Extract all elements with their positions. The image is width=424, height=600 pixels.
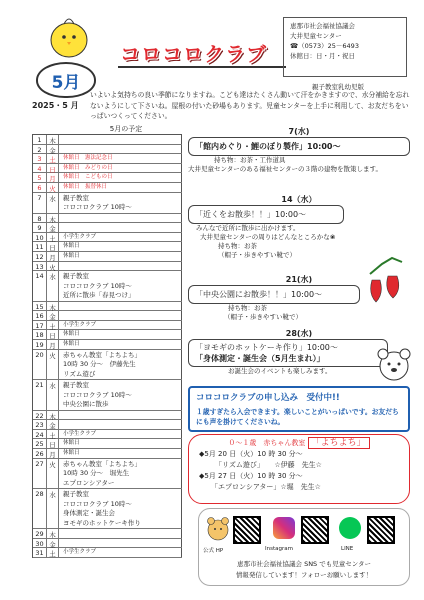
org-line: ☎（0573）25－6493 (290, 42, 359, 50)
calendar-weekday: 木 (47, 411, 59, 420)
calendar-date: 22 (33, 411, 47, 420)
calendar-date: 28 (33, 489, 47, 528)
calendar-weekday: 木 (47, 135, 59, 144)
month-badge: 5月 (36, 62, 96, 98)
calendar-event-line: 近所に散歩「春見つけ」 (63, 291, 135, 300)
calendar-event-line: 休館日 (63, 252, 80, 259)
calendar-date: 3 (33, 154, 47, 163)
calendar-date: 31 (33, 548, 47, 557)
calendar-weekday: 水 (47, 271, 59, 301)
hp-qr-code[interactable] (233, 516, 261, 544)
calendar-row (33, 340, 182, 350)
calendar-date: 12 (33, 252, 47, 261)
calendar-date: 30 (33, 539, 47, 548)
calendar-weekday: 火 (47, 262, 59, 271)
calendar-date: 29 (33, 529, 47, 538)
sns-footer (199, 559, 409, 581)
calendar-row (33, 529, 182, 539)
calendar-row (33, 271, 182, 302)
event-may-14 (188, 194, 410, 260)
baby-class-line: 「リズム遊び」 ☆伊藤 先生☆ (215, 461, 322, 469)
baby-class-box (188, 434, 410, 504)
calendar-title: 5月の予定 (109, 125, 143, 133)
calendar-weekday: 金 (47, 311, 59, 320)
calendar-date: 5 (33, 173, 47, 182)
calendar-weekday: 火 (47, 350, 59, 380)
calendar-weekday: 木 (47, 529, 59, 538)
sns-footer-line: 恵那市社会福祉協議会 SNS でも児童センター (237, 560, 371, 568)
calendar-events (59, 449, 182, 458)
calendar-events (59, 311, 182, 320)
calendar-event-line: 小学生クラブ (63, 549, 97, 556)
event-day: 28(水) (285, 329, 313, 338)
calendar-row (33, 311, 182, 321)
calendar-row (33, 223, 182, 233)
event-note: 大井児童センターのある福祉センターの３階の建物を散策します。 (188, 165, 382, 173)
calendar-event-line: 休館日 (63, 449, 80, 456)
calendar-weekday: 月 (47, 252, 59, 261)
event-day: 7(水) (288, 127, 310, 136)
calendar-weekday: 土 (47, 321, 59, 330)
calendar-row (33, 489, 182, 529)
event-title: 「中央公園にお散歩！！」10:00～ (188, 285, 360, 304)
calendar-event-line: 中央公園に散歩 (63, 400, 109, 409)
calendar-row (33, 135, 182, 145)
calendar-date: 15 (33, 302, 47, 311)
calendar-events (59, 548, 182, 557)
calendar-events (59, 439, 182, 448)
calendar-event-line: ヨモギのホットケーキ作り (63, 518, 141, 527)
calendar-events (59, 380, 182, 410)
calendar-event-line: 休館日 (63, 243, 80, 250)
calendar-weekday: 土 (47, 154, 59, 163)
line-icon[interactable] (339, 517, 361, 539)
calendar-row (33, 459, 182, 490)
calendar-row (33, 321, 182, 331)
calendar-event-line: 身体測定・誕生会 (63, 509, 115, 518)
baby-class-line: ◆5月 20 日（火）10 時 30 分～ (199, 450, 303, 458)
event-note: 大井児童センターの周りはどんなところかな❀ (200, 233, 336, 241)
calendar-row (33, 173, 182, 183)
calendar-weekday: 月 (47, 340, 59, 349)
calendar-date: 27 (33, 459, 47, 489)
calendar-weekday: 日 (47, 439, 59, 448)
event-may-21 (188, 274, 410, 322)
year-month: 2025・5 月 (32, 101, 79, 110)
calendar-weekday: 木 (47, 214, 59, 223)
calendar-weekday: 火 (47, 459, 59, 489)
baby-class-line: ◆5月 27 日（火）10 時 30 分～ (199, 472, 303, 480)
event-items: 持ち物：お茶 (228, 304, 267, 312)
calendar-weekday: 水 (47, 380, 59, 410)
calendar-event-line: コロコロクラブ 10時～ (63, 499, 132, 508)
calendar-events (59, 145, 182, 154)
calendar-event-line: 親子教室 (63, 272, 89, 281)
application-box (188, 386, 410, 432)
calendar-row (33, 183, 182, 193)
calendar-row (33, 214, 182, 224)
calendar-date: 13 (33, 262, 47, 271)
calendar-events (59, 193, 182, 213)
calendar-event-line: 親子教室 (63, 381, 89, 390)
calendar-row (33, 233, 182, 243)
baby-class-name: 「よちよち」 (308, 437, 370, 449)
calendar-date: 11 (33, 242, 47, 251)
calendar-row (33, 193, 182, 214)
calendar-date: 2 (33, 145, 47, 154)
event-title: 「ヨモギのホットケーキ作り」10:00～ (195, 343, 338, 352)
calendar-weekday: 金 (47, 420, 59, 429)
baby-class-heading-pre: ０～１歳 赤ちゃん教室 (228, 439, 306, 447)
sns-footer-line: 情報発信しています！フォローお願いします！ (235, 571, 373, 579)
calendar-row (33, 164, 182, 174)
line-qr-code[interactable] (367, 516, 395, 544)
instagram-label: Instagram (265, 546, 293, 552)
event-title: 「身体測定・誕生会（5月生まれ）」 (195, 354, 325, 363)
calendar-events (59, 411, 182, 420)
calendar-weekday: 木 (47, 302, 59, 311)
calendar-event-line: 休館日 こどもの日 (63, 174, 113, 181)
calendar-events (59, 302, 182, 311)
calendar-event-line: 10時 30 分～ 堀先生 (63, 469, 130, 478)
calendar-table (32, 134, 182, 558)
event-day: 14（水） (281, 195, 317, 204)
calendar-weekday: 月 (47, 449, 59, 458)
calendar-event-line: 小学生クラブ (63, 430, 97, 437)
calendar-row (33, 430, 182, 440)
calendar-event-line: コロコロクラブ 10時～ (63, 281, 132, 290)
calendar-date: 1 (33, 135, 47, 144)
calendar-events (59, 489, 182, 528)
sns-box (198, 508, 410, 586)
calendar-event-line: 小学生クラブ (63, 321, 97, 328)
calendar-events (59, 262, 182, 271)
calendar-row (33, 154, 182, 164)
instagram-icon[interactable] (273, 517, 295, 539)
calendar-date: 10 (33, 233, 47, 242)
calendar-row (33, 548, 182, 558)
calendar-weekday: 火 (47, 183, 59, 192)
calendar-weekday: 日 (47, 242, 59, 251)
calendar-row (33, 380, 182, 411)
calendar-row (33, 242, 182, 252)
org-info-box (283, 17, 407, 77)
calendar-events (59, 135, 182, 144)
title-underline (118, 66, 286, 68)
instagram-qr-code[interactable] (301, 516, 329, 544)
calendar-event-line: リズム遊び (63, 369, 96, 378)
calendar-events (59, 223, 182, 232)
calendar-date: 9 (33, 223, 47, 232)
calendar-events (59, 214, 182, 223)
calendar-date: 23 (33, 420, 47, 429)
calendar-event-line: 休館日 憲法記念日 (63, 155, 113, 162)
bear-illustration (374, 344, 414, 384)
calendar-events (59, 430, 182, 439)
calendar-events (59, 539, 182, 548)
calendar-date: 4 (33, 164, 47, 173)
calendar-events (59, 233, 182, 242)
calendar-row (33, 539, 182, 549)
calendar-event-line: 休館日 振替休日 (63, 183, 108, 190)
hp-label: 公式 HP (203, 548, 224, 554)
calendar-row (33, 145, 182, 155)
event-may-7 (188, 126, 410, 174)
calendar-events (59, 173, 182, 182)
calendar-weekday: 日 (47, 330, 59, 339)
calendar-date: 26 (33, 449, 47, 458)
chick-illustration (44, 12, 94, 62)
calendar-events (59, 271, 182, 301)
calendar-events (59, 330, 182, 339)
calendar-weekday: 金 (47, 539, 59, 548)
calendar-event-line: 赤ちゃん教室「よちよち」 (63, 459, 141, 468)
event-sub: （帽子・歩きやすい靴で） (224, 313, 302, 321)
calendar-weekday: 水 (47, 193, 59, 213)
calendar-events (59, 183, 182, 192)
calendar-date: 19 (33, 340, 47, 349)
org-line: 大井児童センター (290, 32, 342, 40)
calendar-events (59, 252, 182, 261)
event-note: お誕生会のイベントも楽しみます。 (228, 367, 332, 375)
calendar-event-line: コロコロクラブ 10時～ (63, 390, 132, 399)
baby-class-heading (199, 438, 399, 449)
calendar-event-line: 休館日 みどりの日 (63, 164, 113, 171)
calendar-date: 16 (33, 311, 47, 320)
calendar-events (59, 529, 182, 538)
calendar-event-line: 休館日 (63, 331, 80, 338)
calendar-date: 18 (33, 330, 47, 339)
calendar-events (59, 154, 182, 163)
event-title: 「館内めぐり・鯉のぼり製作」10:00～ (188, 137, 410, 156)
event-note: みんなで近所に散歩に出かけます。 (196, 224, 300, 232)
calendar-weekday: 土 (47, 548, 59, 557)
intro-text: いよいよ気持ちの良い季節になりますね。こども達はたくさん動いて汗をかきますので、水分補給を忘れないようにして下さいね。屋根の付いた砂場もあります。児童センターを上手に利用して、お友だちをいっぱいつくってください。 (90, 91, 410, 120)
calendar-weekday: 月 (47, 173, 59, 182)
baby-class-line: 「エプロンシアター」☆堀 先生☆ (211, 483, 321, 491)
calendar-weekday: 金 (47, 223, 59, 232)
calendar-date: 6 (33, 183, 47, 192)
calendar-events (59, 242, 182, 251)
calendar-row (33, 302, 182, 312)
calendar-date: 17 (33, 321, 47, 330)
calendar-event-line: 小学生クラブ (63, 233, 97, 240)
calendar-date: 24 (33, 430, 47, 439)
application-heading: コロコロクラブの申し込み 受付中!! (196, 393, 340, 403)
calendar-weekday: 日 (47, 164, 59, 173)
line-label: LINE (341, 546, 354, 552)
newsletter-title: コロコロクラブ (120, 42, 267, 66)
calendar-event-line: 親子教室 (63, 193, 89, 202)
calendar-weekday: 水 (47, 489, 59, 528)
event-day: 21(水) (285, 275, 313, 284)
calendar-row (33, 330, 182, 340)
calendar-events (59, 321, 182, 330)
org-line: 休館日：日・月・祝日 (290, 52, 355, 60)
calendar-weekday: 土 (47, 233, 59, 242)
calendar-weekday: 土 (47, 430, 59, 439)
event-title: 「近くをお散歩！！」10:00～ (188, 205, 344, 224)
calendar-row (33, 252, 182, 262)
calendar-row (33, 449, 182, 459)
calendar-date: 20 (33, 350, 47, 380)
calendar-date: 7 (33, 193, 47, 213)
calendar-weekday: 金 (47, 145, 59, 154)
calendar-event-line: 赤ちゃん教室「よちよち」 (63, 350, 141, 359)
calendar-event-line: コロコロクラブ 10時～ (63, 203, 132, 212)
calendar-date: 21 (33, 380, 47, 410)
calendar-date: 14 (33, 271, 47, 301)
calendar-event-line: 休館日 (63, 341, 80, 347)
calendar-row (33, 439, 182, 449)
event-title-box (188, 339, 388, 367)
calendar-date: 25 (33, 439, 47, 448)
calendar-event-line: 10時 30 分～ 伊藤先生 (63, 360, 136, 369)
calendar-events (59, 459, 182, 489)
calendar-events (59, 350, 182, 380)
calendar-events (59, 340, 182, 349)
calendar-row (33, 350, 182, 381)
calendar-events (59, 420, 182, 429)
org-line: 恵那市社会福祉協議会 (290, 22, 355, 30)
calendar-event-line: エプロンシアター (63, 478, 115, 487)
calendar-row (33, 420, 182, 430)
event-items: 持ち物：お茶・工作道具 (214, 156, 286, 164)
mascot-icon (205, 515, 231, 543)
calendar-date: 8 (33, 214, 47, 223)
calendar-event-line: 親子教室 (63, 490, 89, 499)
event-items: 持ち物：お茶 (218, 242, 257, 250)
calendar-event-line: 休館日 (63, 440, 80, 447)
calendar-row (33, 262, 182, 272)
subtitle: 親子教室乳幼児版 (312, 83, 364, 91)
calendar-events (59, 164, 182, 173)
application-body: １歳すぎたら入会できます。楽しいことがいっぱいです。お友だちにも声を掛けてくださいね。 (196, 408, 399, 426)
event-sub: （帽子・歩きやすい靴で） (218, 251, 296, 259)
calendar-row (33, 411, 182, 421)
